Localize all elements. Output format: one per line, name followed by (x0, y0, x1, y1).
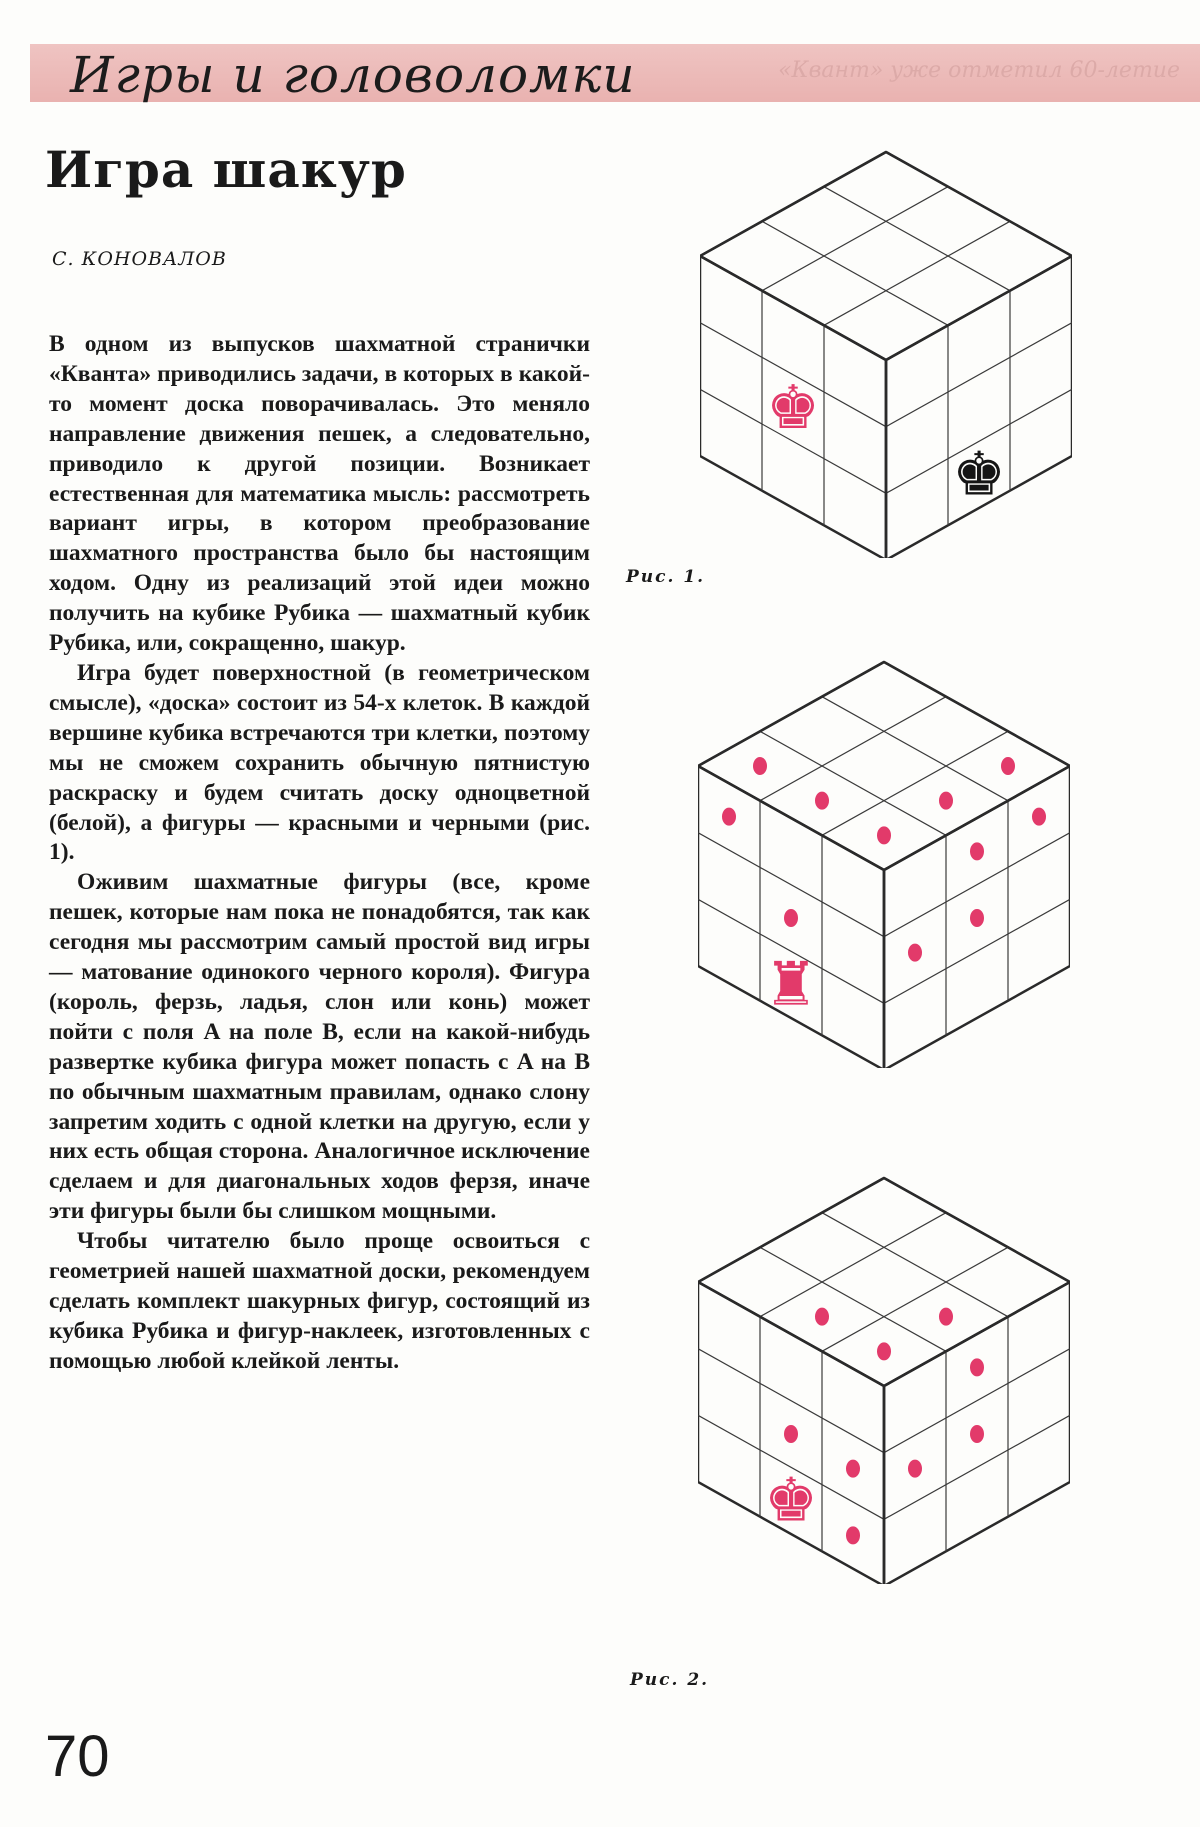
grid-line (822, 1213, 1008, 1317)
figure-2-cube-king (698, 1174, 1070, 1584)
move-dot (877, 826, 891, 844)
red-king-icon: ♚ (764, 1465, 818, 1536)
cube-edge (884, 662, 1070, 766)
grid-line (886, 323, 1072, 427)
cube-edge (886, 256, 1072, 360)
grid-line (822, 1247, 1008, 1351)
grid-line (760, 1247, 946, 1351)
cube-svg (698, 658, 1070, 1068)
move-dot (846, 1526, 860, 1544)
cube-svg (698, 1174, 1070, 1584)
page-number: 70 (45, 1724, 110, 1789)
move-dot (970, 909, 984, 927)
red-king-icon: ♚ (766, 373, 820, 443)
move-dot (784, 909, 798, 927)
cube-edge (886, 152, 1072, 256)
section-banner (30, 44, 1200, 102)
move-dot (908, 944, 922, 962)
grid-line (760, 731, 946, 835)
article-author: С. КОНОВАЛОВ (52, 248, 227, 270)
grid-line (822, 731, 1008, 835)
grid-line (762, 221, 948, 325)
move-dot (970, 842, 984, 860)
move-dot (784, 1425, 798, 1443)
grid-line (760, 697, 946, 801)
paragraph-3: Оживим шахматные фигуры (все, кроме пешек, которые нам пока не понадобятся, так как сегодня мы рассмотрим самый простой вид игры — матование одинокого черного короля). Фигура (король, ферзь, ладья, слон или конь) может пойти с поля A на поле B, если на какой-нибудь развертке кубика фигура может попасть с A на B по обычным шахматным правилам, однако слону запретим ходить с одной клетки на другую, если у них есть общая сторона. Аналогичное исключение сделаем и для диагональных ходов ферзя, иначе эти фигуры были бы слишком мощными. (49, 869, 590, 1225)
black-king-icon: ♚ (952, 439, 1006, 510)
paragraph-4: Чтобы читателю было проще освоиться с геометрией нашей шахматной доски, рекомендуем сделать комплект шакурных фигур, состоящий из кубика Рубика и фигур-наклеек, изготовленных с помощью любой клейкой ленты. (49, 1228, 590, 1374)
grid-line (822, 697, 1008, 801)
move-dot (753, 757, 767, 775)
paragraph-2: Игра будет поверхностной (в геометрическом смысле), «доска» состоит из 54-х клеток. В каждой вершине кубика встречаются три клетки, поэтому мы не сможем сохранить обычную пятнистую раскраску и будем считать доску одноцветной (белой), а фигуры — красными и черными (рис. 1). (49, 659, 590, 866)
cube-edge (700, 256, 886, 360)
move-dot (908, 1460, 922, 1478)
move-dot (846, 1460, 860, 1478)
cube-face-top (700, 152, 1072, 360)
grid-line (760, 1213, 946, 1317)
cube-face-right (886, 256, 1072, 558)
move-dot (815, 1308, 829, 1326)
figure-2-caption: Рис. 2. (630, 1670, 710, 1690)
cube-edge (698, 1282, 884, 1386)
move-dot (939, 792, 953, 810)
paragraph-1: В одном из выпусков шахматной странички «Кванта» приводились задачи, в которых в какой-то момент доска поворачивалась. Это меняло направление движения пешек, а следовательно, приводило к другой позиции. Возникает естественная для математика мысль: рассмотреть вариант игры, в котором преобразование шахматного пространства было бы настоящим ходом. Одну из реализаций этой идеи можно получить на кубике Рубика — шахматный кубик Рубика, или, сокращенно, шакур. (49, 331, 590, 657)
move-dot (1001, 757, 1015, 775)
cube-edge (698, 1178, 884, 1282)
figure-1-caption: Рис. 1. (626, 567, 706, 587)
move-dot (722, 808, 736, 826)
red-rook-icon: ♜ (764, 949, 818, 1020)
section-title: Игры и головоломки (70, 46, 636, 104)
move-dot (970, 1358, 984, 1376)
figure-1-cube (700, 148, 1072, 558)
grid-line (824, 187, 1010, 291)
article-body (49, 330, 590, 1377)
move-dot (1032, 808, 1046, 826)
cube-edge (698, 662, 884, 766)
move-dot (877, 1342, 891, 1360)
cube-svg (700, 148, 1072, 558)
cube-edge (884, 1178, 1070, 1282)
move-dot (970, 1425, 984, 1443)
article-title: Игра шакур (45, 140, 407, 199)
move-dot (939, 1308, 953, 1326)
grid-line (824, 221, 1010, 325)
banner-faint-text: «Квант» уже отметил 60-летие (778, 58, 1180, 83)
grid-line (762, 187, 948, 291)
move-dot (815, 792, 829, 810)
figure-2-cube-rook (698, 658, 1070, 1068)
cube-edge (700, 152, 886, 256)
